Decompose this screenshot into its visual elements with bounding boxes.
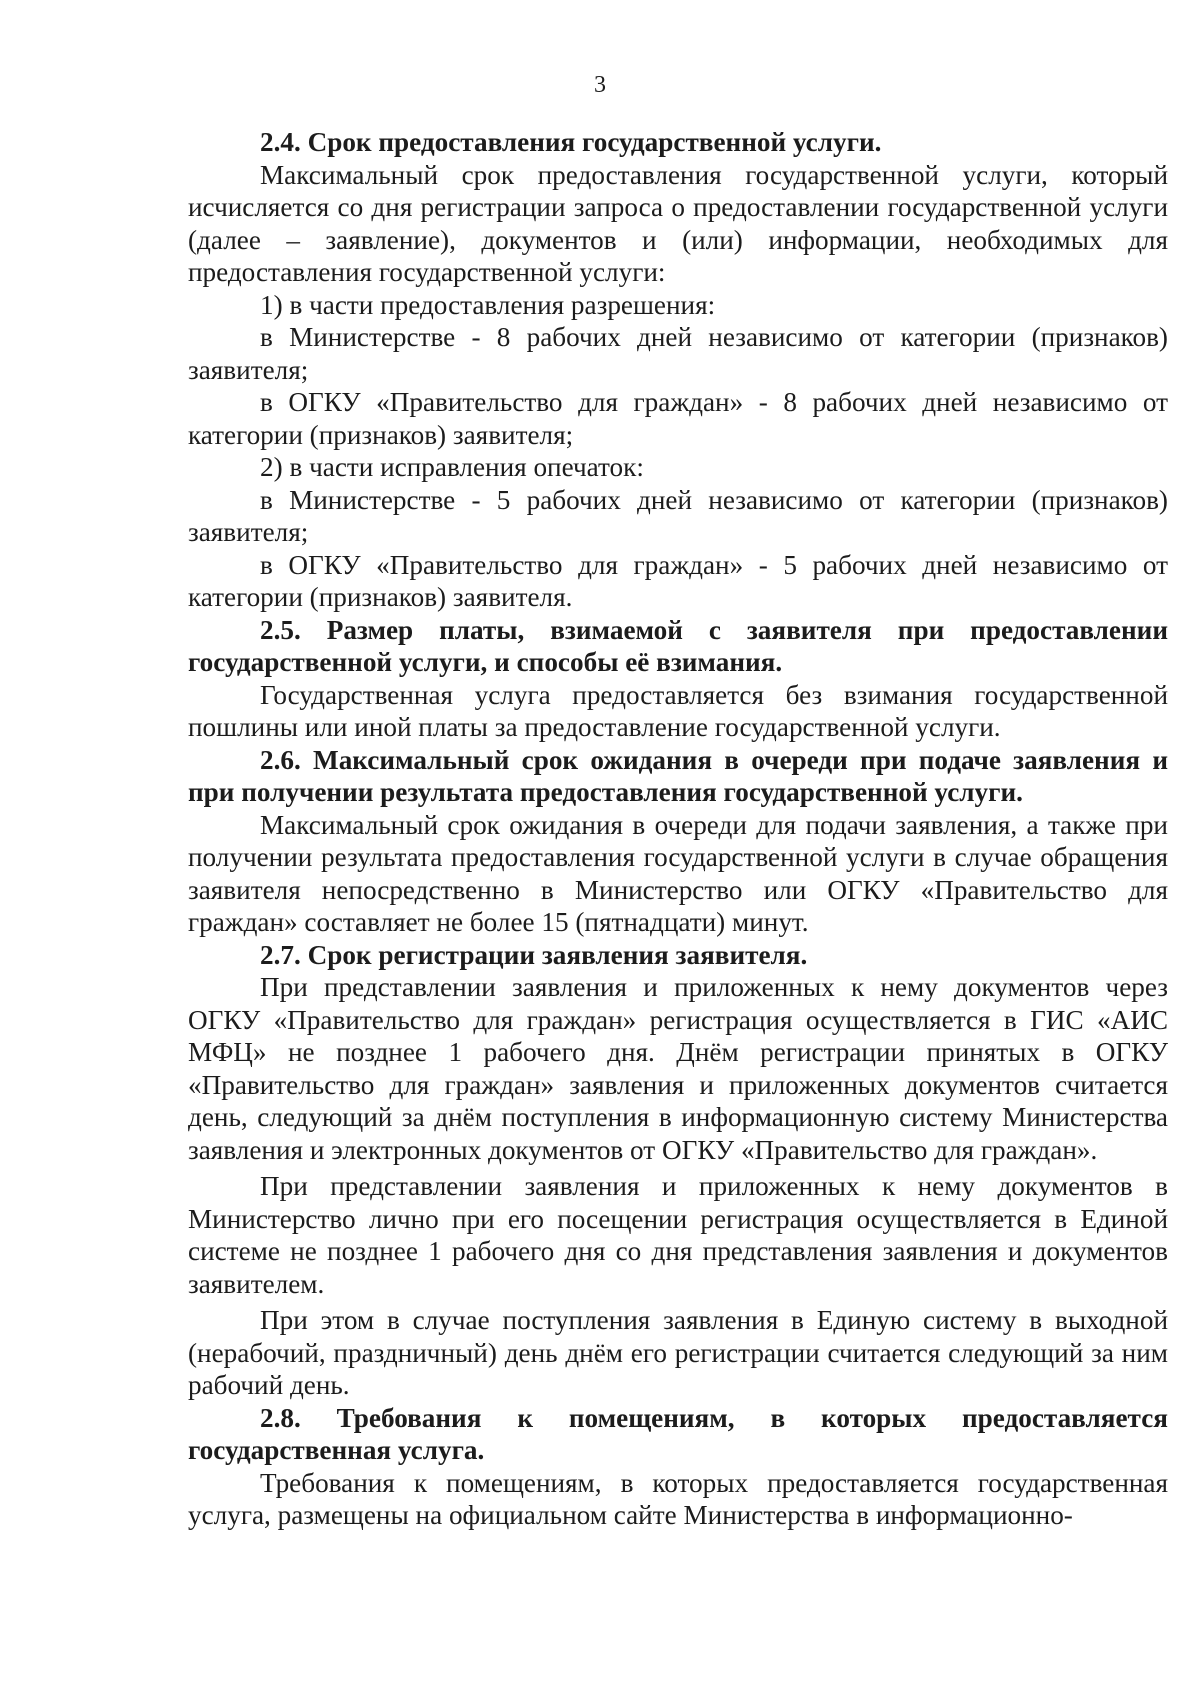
paragraph: в ОГКУ «Правительство для граждан» - 5 рабочих дней независимо от категории (признаков) заявителя. (188, 549, 1168, 612)
paragraph: в Министерстве - 8 рабочих дней независимо от категории (признаков) заявителя; (188, 322, 1168, 385)
paragraph: Государственная услуга предоставляется без взимания государственной пошлины или иной платы за предоставление государственной услуги. (188, 679, 1168, 742)
section-heading-2-6: 2.6. Максимальный срок ожидания в очереди при подаче заявления и при получении результата предоставления государственной услуги. (188, 744, 1168, 807)
document-body (188, 126, 1168, 1532)
list-item: 2) в части исправления опечаток: (260, 452, 644, 482)
section-heading-2-4: 2.4. Срок предоставления государственной услуги. (260, 127, 882, 157)
section-heading-2-5: 2.5. Размер платы, взимаемой с заявителя при предоставлении государственной услуги, и способы её взимания. (188, 614, 1168, 677)
page-number: 3 (594, 72, 606, 98)
section-heading-2-7: 2.7. Срок регистрации заявления заявителя. (260, 939, 808, 970)
paragraph: Максимальный срок предоставления государственной услуги, который исчисляется со дня регистрации запроса о предоставлении государственной услуги (далее – заявление), документов и (или) информации, необходимых для предоставления государственной услуги: (188, 159, 1168, 287)
paragraph: При представлении заявления и приложенных к нему документов в Министерство лично при его посещении регистрация осуществляется в Единой системе не позднее 1 рабочего дня со дня представления заявления и документов заявителем. (188, 1171, 1168, 1299)
paragraph: При этом в случае поступления заявления в Единую систему в выходной (нерабочий, праздничный) день днём его регистрации считается следующий за ним рабочий день. (188, 1305, 1168, 1400)
paragraph: в Министерстве - 5 рабочих дней независимо от категории (признаков) заявителя; (188, 484, 1168, 547)
paragraph: Требования к помещениям, в которых предоставляется государственная услуга, размещены на официальном сайте Министерства в информационно- (188, 1467, 1168, 1530)
paragraph: Максимальный срок ожидания в очереди для подачи заявления, а также при получении результата предоставления государственной услуги в случае обращения заявителя непосредственно в Министерство или ОГКУ «Правительство для граждан» составляет не более 15 (пятнадцати) минут. (188, 809, 1168, 937)
section-heading-2-8: 2.8. Требования к помещениям, в которых предоставляется государственная услуга. (188, 1402, 1168, 1465)
list-item: 1) в части предоставления разрешения: (260, 289, 716, 320)
paragraph: в ОГКУ «Правительство для граждан» - 8 рабочих дней независимо от категории (признаков) заявителя; (188, 387, 1168, 450)
paragraph: При представлении заявления и приложенных к нему документов через ОГКУ «Правительство для граждан» регистрация осуществляется в ГИС «АИС МФЦ» не позднее 1 рабочего дня. Днём регистрации принятых в ОГКУ «Правительство для граждан» заявления и приложенных документов считается день, следующий за днём поступления в информационную систему Министерства заявления и электронных документов от ОГКУ «Правительство для граждан». (188, 972, 1168, 1165)
